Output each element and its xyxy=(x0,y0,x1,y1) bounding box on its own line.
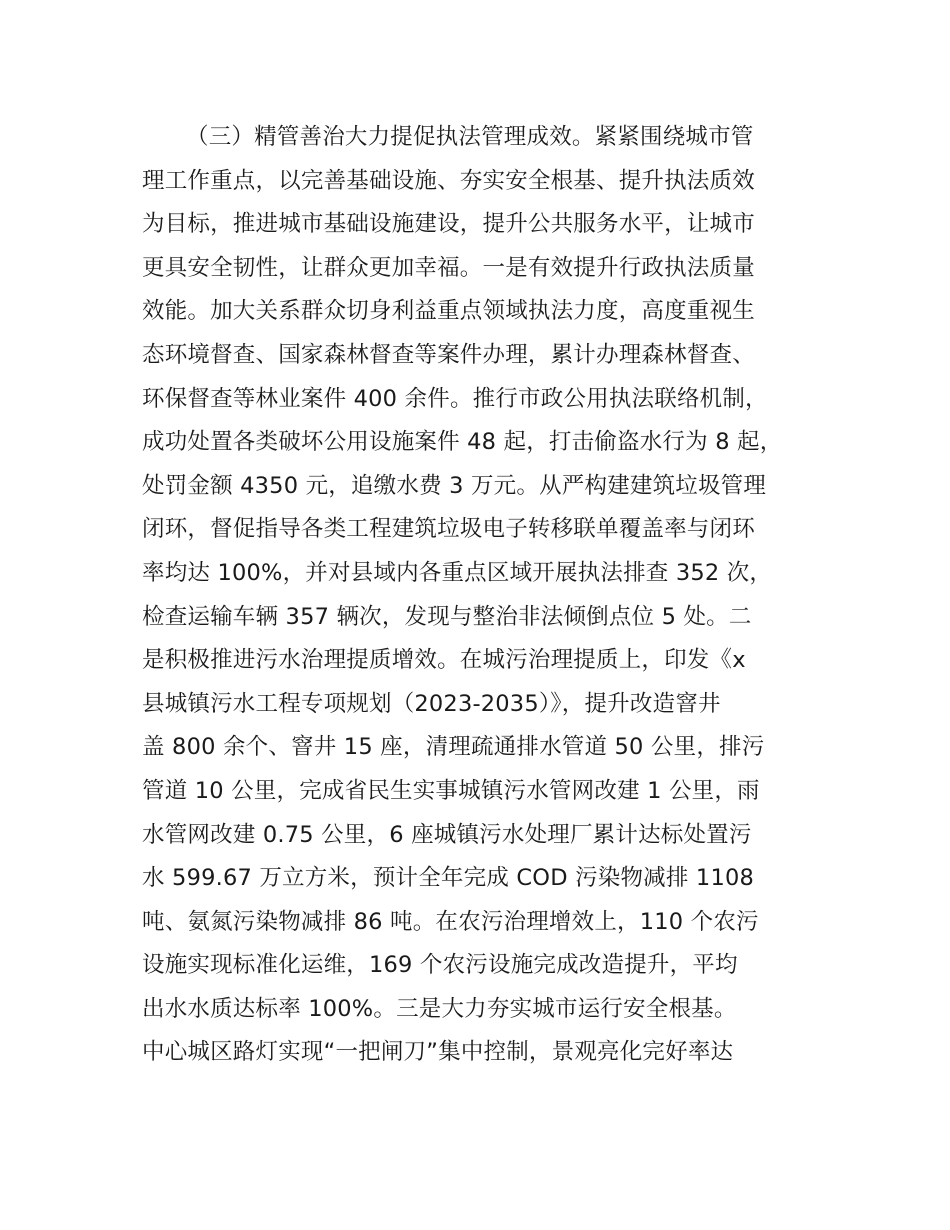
text-line-15: 盖 800 余个、窨井 15 座，清理疏通排水管道 50 公里，排污 xyxy=(142,734,765,761)
text-line-12: 检查运输车辆 357 辆次，发现与整治非法倾倒点位 5 处。二 xyxy=(142,603,752,630)
text-line-3: 为目标，推进城市基础设施建设，提升公共服务水平，让城市 xyxy=(142,211,755,238)
text-line-1: （三）精管善治大力提促执法管理成效。紧紧围绕城市管 xyxy=(186,124,754,150)
text-line-21: 出水水质达标率 100%。三是大力夯实城市运行安全根基。 xyxy=(142,995,737,1022)
text-line-5: 效能。加大关系群众切身利益重点领域执法力度，高度重视生 xyxy=(142,298,755,325)
text-line-14: 县城镇污水工程专项规划（2023-2035）》，提升改造窨井 xyxy=(142,690,721,717)
text-line-19: 吨、氨氮污染物减排 86 吨。在农污治理增效上，110 个农污 xyxy=(142,908,759,935)
text-line-10: 闭环，督促指导各类工程建筑垃圾电子转移联单覆盖率与闭环 xyxy=(142,516,755,543)
text-line-16: 管道 10 公里，完成省民生实事城镇污水管网改建 1 公里，雨 xyxy=(142,777,760,804)
text-line-4: 更具安全韧性，让群众更加幸福。一是有效提升行政执法质量 xyxy=(142,254,755,281)
text-line-6: 态环境督查、国家森林督查等案件办理，累计办理森林督查、 xyxy=(142,341,755,368)
text-line-7: 环保督查等林业案件 400 余件。推行市政公用执法联络机制， xyxy=(142,385,768,412)
text-line-8: 成功处置各类破坏公用设施案件 48 起，打击偷盗水行为 8 起， xyxy=(142,429,783,456)
text-line-11: 率均达 100%，并对县域内各重点区域开展执法排查 352 次， xyxy=(142,559,773,586)
document-body xyxy=(142,116,832,1075)
text-line-22: 中心城区路灯实现“一把闸刀”集中控制，景观亮化完好率达 xyxy=(142,1039,734,1066)
text-line-9: 处罚金额 4350 元，追缴水费 3 万元。从严构建建筑垃圾管理 xyxy=(142,472,767,499)
text-line-17: 水管网改建 0.75 公里，6 座城镇污水处理厂累计达标处置污 xyxy=(142,821,752,848)
text-line-18: 水 599.67 万立方米，预计全年完成 COD 污染物减排 1108 xyxy=(142,865,754,892)
text-line-2: 理工作重点，以完善基础设施、夯实安全根基、提升执法质效 xyxy=(142,167,755,194)
text-line-20: 设施实现标准化运维，169 个农污设施完成改造提升，平均 xyxy=(142,952,738,979)
text-line-13: 是积极推进污水治理提质增效。在城污治理提质上，印发《x xyxy=(142,647,746,674)
